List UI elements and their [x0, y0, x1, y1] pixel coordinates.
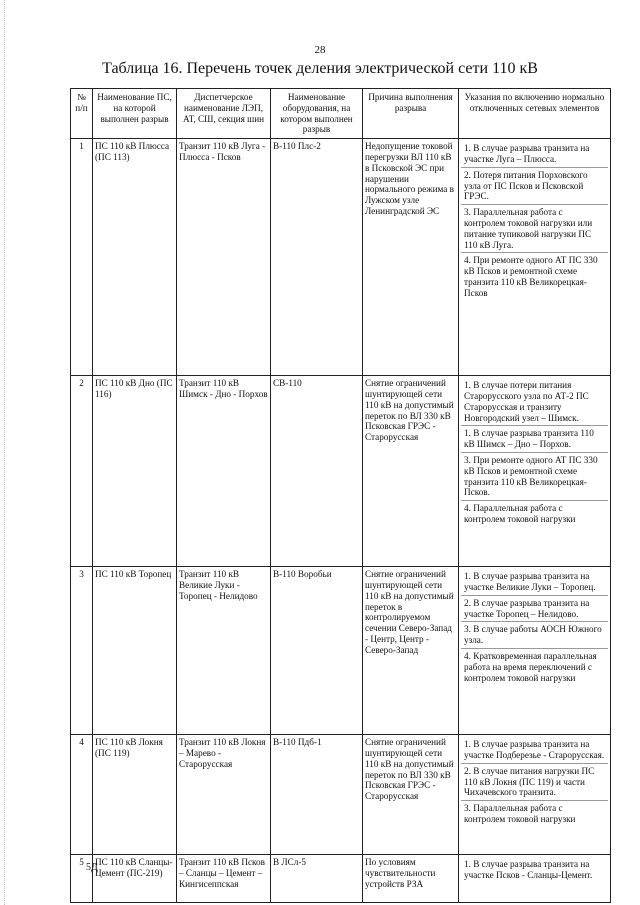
- network-division-table: [70, 88, 611, 903]
- equipment-cell: СВ-110: [271, 376, 363, 567]
- instruction-item: 1. В случае разрыва транзита на участке Луга – Плюсса.: [461, 141, 608, 168]
- table-row: [71, 735, 611, 855]
- reason-cell: Снятие ограничений шунтирующей сети 110 кВ на допустимый переток по ВЛ 330 кВ Псковская ГРЭС - Старорусская: [363, 376, 459, 567]
- instruction-item: 2. Потеря питания Порховского узла от ПС Псков и Псковской ГРЭС.: [461, 168, 608, 205]
- row-number: 4: [71, 735, 93, 855]
- instruction-item: 1. В случае разрыва транзита на участке Псков - Сланцы-Цемент.: [464, 859, 593, 880]
- instruction-item: 3. Параллельная работа с контролем токовой нагрузки: [464, 803, 576, 824]
- instruction-item: 1. В случае разрыва транзита 110 кВ Шимск – Дно – Порхов.: [461, 426, 608, 453]
- table-row: [71, 567, 611, 735]
- header-cell-dispatch: Диспетчерское наименование ЛЭП, АТ, СШ, секция шин: [177, 89, 271, 139]
- header-cell-substation: Наименование ПС, на которой выполнен разрыв: [93, 89, 177, 139]
- header-cell-reason: Причина выполнения разрыва: [363, 89, 459, 139]
- row-number: 3: [71, 567, 93, 735]
- instruction-item: 4. Кратковременная параллельная работа на время переключений с контролем токовой нагрузки: [464, 650, 597, 683]
- instruction-item: 3. В случае работы АОСН Южного узла.: [461, 622, 608, 649]
- header-cell-num: № п/п: [71, 89, 93, 139]
- dispatch-cell: Транзит 110 кВ Псков – Сланцы – Цемент – Кингисеппская: [177, 855, 271, 903]
- row-number: 1: [71, 139, 93, 376]
- equipment-cell: В-110 Воробьи: [271, 567, 363, 735]
- instruction-item: 2. В случае питания нагрузки ПС 110 кВ Локня (ПС 119) и части Чихачевского транзита.: [461, 764, 608, 801]
- instructions-cell: [459, 139, 611, 376]
- instructions-cell: [459, 735, 611, 855]
- footer-mark: 5Д: [86, 862, 98, 873]
- instruction-item: 1. В случае разрыва транзита на участке Великие Луки – Торопец.: [461, 569, 608, 596]
- reason-cell: Снятие ограничений шунтирующей сети 110 кВ на допустимый переток по ВЛ 330 кВ Псковская ГРЭС - Старорусская: [363, 735, 459, 855]
- table-row: [71, 376, 611, 567]
- equipment-cell: В ЛСл-5: [271, 855, 363, 903]
- reason-cell: Недопущение токовой перегрузки ВЛ 110 кВ в Псковской ЭС при нарушении нормального режима в Лужском узле Ленинградской ЭС: [363, 139, 459, 376]
- table-row: [71, 139, 611, 376]
- dispatch-cell: Транзит 110 кВ Луга - Плюсса - Псков: [177, 139, 271, 376]
- table-title: Таблица 16. Перечень точек деления электрической сети 110 кВ: [102, 60, 538, 77]
- instruction-item: 3. Параллельная работа с контролем токовой нагрузки или питание тупиковой нагрузки ПС 110 кВ Луга.: [461, 205, 608, 253]
- instruction-item: 1. В случае разрыва транзита на участке Подберезье - Старорусская.: [461, 737, 608, 764]
- reason-cell: Снятие ограничений шунтирующей сети 110 кВ на допустимый переток в контролируемом сечении Северо-Запад - Центр, Центр - Северо-Запад: [363, 567, 459, 735]
- instruction-item: 1. В случае потери питания Старорусского узла по АТ-2 ПС Старорусская и транзиту Новгородский узел – Шимск.: [461, 378, 608, 426]
- instruction-item: 2. В случае разрыва транзита на участке Торопец – Нелидово.: [461, 596, 608, 623]
- scan-edge: [4, 0, 6, 905]
- substation-cell: ПС 110 кВ Дно (ПС 116): [93, 376, 177, 567]
- header-cell-instructions: Указания по включению нормально отключенных сетевых элементов: [459, 89, 611, 139]
- equipment-cell: В-110 Плс-2: [271, 139, 363, 376]
- instructions-cell: [459, 567, 611, 735]
- dispatch-cell: Транзит 110 кВ Локня – Марево - Старорусская: [177, 735, 271, 855]
- instructions-cell: [459, 855, 611, 903]
- header-cell-equipment: Наименование оборудования, на котором выполнен разрыв: [271, 89, 363, 139]
- row-number: 5: [71, 855, 93, 903]
- equipment-cell: В-110 Пдб-1: [271, 735, 363, 855]
- substation-cell: ПС 110 кВ Локня (ПС 119): [93, 735, 177, 855]
- substation-cell: ПС 110 кВ Торопец: [93, 567, 177, 735]
- substation-cell: ПС 110 кВ Плюсса (ПС 113): [93, 139, 177, 376]
- dispatch-cell: Транзит 110 кВ Шимск - Дно - Порхов: [177, 376, 271, 567]
- dispatch-cell: Транзит 110 кВ Великие Луки - Торопец - Нелидово: [177, 567, 271, 735]
- instructions-cell: [459, 376, 611, 567]
- instruction-item: 4. Параллельная работа с контролем токовой нагрузки: [464, 503, 576, 524]
- row-number: 2: [71, 376, 93, 567]
- reason-cell: По условиям чувствительности устройств РЗА: [363, 855, 459, 903]
- instruction-item: 3. При ремонте одного АТ ПС 330 кВ Псков и ремонтной схеме транзита 110 кВ Великорецкая-Псков.: [461, 453, 608, 501]
- substation-cell: ПС 110 кВ Сланцы-Цемент (ПС-219): [93, 855, 177, 903]
- table-row: [71, 855, 611, 903]
- page-number: 28: [314, 44, 326, 56]
- instruction-item: 4. При ремонте одного АТ ПС 330 кВ Псков и ремонтной схеме транзита 110 кВ Великорецкая-Псков: [464, 255, 598, 298]
- header-row: [71, 89, 611, 139]
